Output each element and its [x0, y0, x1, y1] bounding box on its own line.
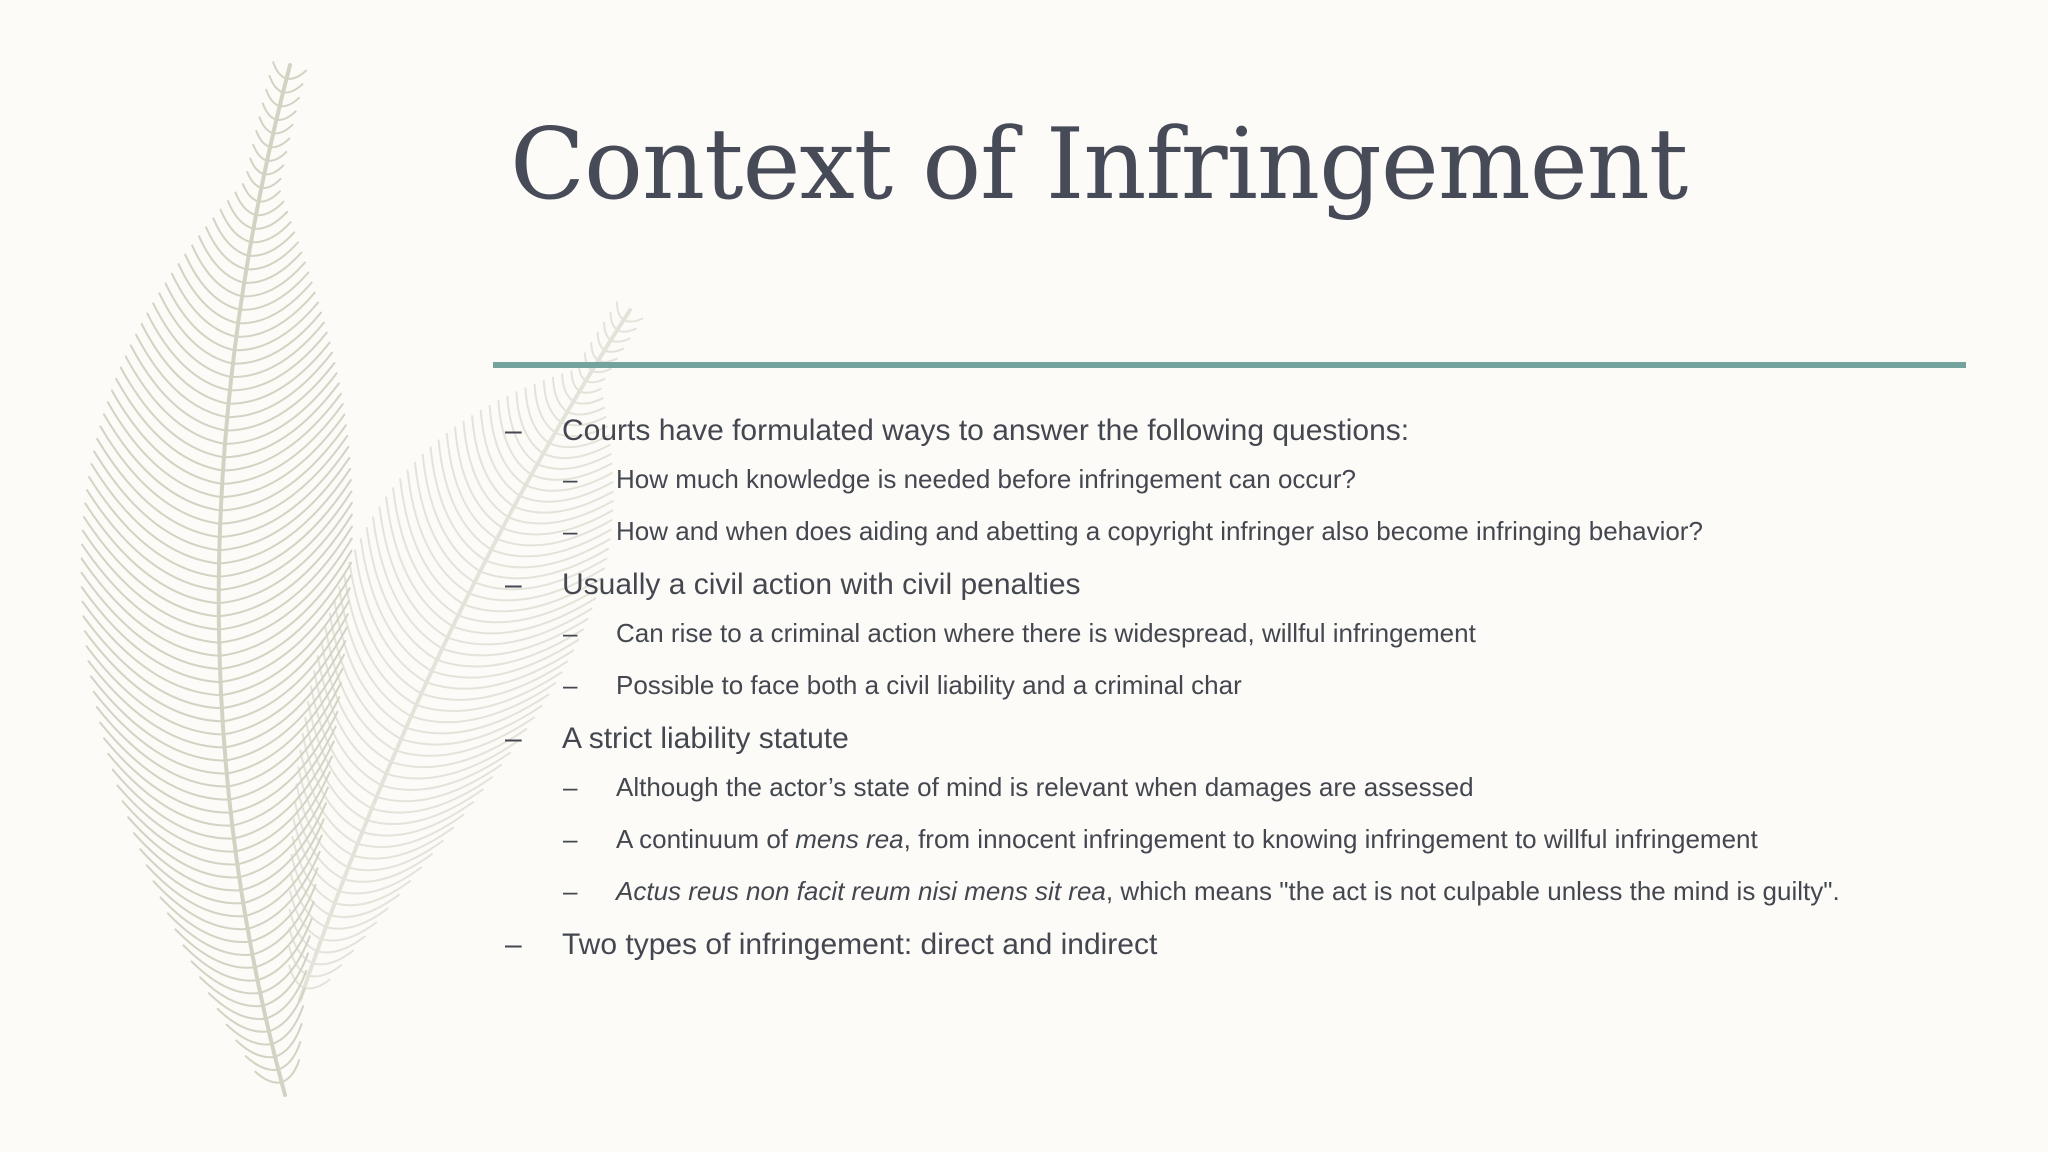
- bullet-text: Two types of infringement: direct and indirect: [562, 928, 1158, 961]
- bullet-text: Usually a civil action with civil penalties: [562, 568, 1081, 601]
- bullet-item: [505, 720, 2005, 758]
- feather-barb: [247, 172, 261, 188]
- feather-barb: [250, 158, 264, 174]
- bullet-dash: –: [563, 772, 578, 802]
- sub-bullet-item: [505, 514, 2005, 548]
- feather-barb: [604, 323, 611, 341]
- feather-barb: [326, 909, 388, 929]
- feather-barb: [272, 1006, 303, 1044]
- bullet-dash: –: [563, 876, 578, 906]
- feather-barb: [617, 302, 624, 320]
- feather-barb: [386, 498, 453, 627]
- bullet-dash: –: [563, 618, 578, 648]
- feather-barb: [108, 402, 222, 497]
- feather-barb: [598, 333, 605, 351]
- feather-barb: [400, 479, 463, 604]
- bullet-dash: –: [505, 568, 522, 601]
- feather-barb: [367, 528, 437, 660]
- sub-bullet-text-part: , from innocent infringement to knowing infringement to willful infringement: [903, 824, 1758, 854]
- feather-barb: [242, 263, 305, 297]
- feather-barb: [330, 895, 399, 917]
- bullet-text: A strict liability statute: [562, 722, 849, 755]
- sub-bullet-item: [505, 462, 2005, 496]
- bullet-dash: –: [563, 670, 578, 700]
- sub-bullet-text: Although the actor’s state of mind is relevant when damages are assessed: [616, 772, 1474, 802]
- latin-maxim: Actus reus non facit reum nisi mens sit rea: [616, 876, 1106, 906]
- sub-bullet-item: [505, 616, 2005, 650]
- feather-barb: [282, 1060, 300, 1082]
- feather-barb: [199, 236, 244, 282]
- sub-bullet-text: How much knowledge is needed before infringement can occur?: [616, 464, 1356, 494]
- feather-barb: [464, 422, 509, 518]
- bullet-dash: –: [563, 516, 578, 546]
- feather-barb: [270, 76, 283, 92]
- feather-barb: [100, 427, 220, 524]
- feather-barb: [223, 394, 341, 471]
- bullet-dash: –: [505, 928, 522, 961]
- feather-barb: [192, 961, 261, 993]
- feather-barb: [113, 770, 234, 839]
- latin-term: mens rea: [795, 824, 904, 854]
- feather-barb: [380, 507, 448, 637]
- bullet-item: [505, 566, 2005, 604]
- feather-barb: [263, 104, 277, 120]
- feather-barb: [200, 977, 263, 1006]
- feather-barb: [266, 90, 279, 106]
- sub-bullet-text: Can rise to a criminal action where there is widespread, willful infringement: [616, 618, 1476, 648]
- feather-barb: [253, 145, 267, 161]
- feather-barb: [227, 1025, 272, 1045]
- sub-bullet-text-part: A continuum of: [616, 824, 796, 854]
- feather-barb: [123, 801, 238, 864]
- feather-barb: [553, 378, 567, 412]
- feather-barb: [321, 923, 376, 941]
- feather-barb: [260, 117, 274, 133]
- bullet-dash: –: [505, 414, 522, 447]
- sub-bullet-item: [505, 874, 2005, 908]
- bullet-dash: –: [563, 824, 578, 854]
- bullet-text: Courts have formulated ways to answer the following questions:: [562, 414, 1410, 447]
- feather-barb: [104, 414, 221, 510]
- feather-barb: [573, 398, 602, 403]
- sub-bullet-item: [505, 822, 2005, 856]
- feather-barb: [572, 371, 580, 391]
- feather-barb: [228, 201, 254, 229]
- slide-title: Context of Infringement: [510, 108, 1688, 222]
- feather-barb: [290, 910, 318, 952]
- feather-barb: [393, 488, 458, 615]
- feather-barb: [447, 434, 497, 539]
- feather-barb: [118, 786, 236, 852]
- feather-barb: [97, 439, 220, 537]
- bullet-item: [505, 412, 2005, 450]
- feather-barb: [611, 313, 618, 331]
- bullet-dash: –: [563, 464, 578, 494]
- feather-barb: [240, 273, 308, 310]
- feather-barb: [273, 62, 286, 78]
- bullet-dash: –: [505, 722, 522, 755]
- feather-barb: [439, 440, 492, 549]
- sub-bullet-text-part: , which means "the act is not culpable unless the mind is guilty".: [1105, 876, 1840, 906]
- sub-bullet-item: [505, 668, 2005, 702]
- feather-barb: [206, 227, 246, 269]
- bullet-list: [505, 412, 2005, 976]
- feather-barb: [243, 184, 259, 202]
- title-divider: [493, 362, 1966, 368]
- feather-barb: [591, 343, 598, 361]
- feather-barb: [192, 245, 242, 296]
- sub-bullet-text: How and when does aiding and abetting a copyright infringer also become infringing behavior?: [616, 516, 1703, 546]
- feather-barb: [218, 1009, 269, 1032]
- bullet-item: [505, 926, 2005, 964]
- feather-barb: [256, 131, 270, 147]
- sub-bullet-text: Possible to face both a civil liability and a criminal char: [616, 670, 1242, 700]
- feather-barb: [235, 193, 256, 216]
- feather-barb: [147, 314, 230, 391]
- feather-barb: [244, 253, 301, 283]
- feather-barb: [112, 391, 222, 484]
- feather-barb: [269, 989, 305, 1032]
- feather-barb: [224, 383, 339, 457]
- feather-barb: [373, 518, 442, 649]
- sub-bullet-item: [505, 770, 2005, 804]
